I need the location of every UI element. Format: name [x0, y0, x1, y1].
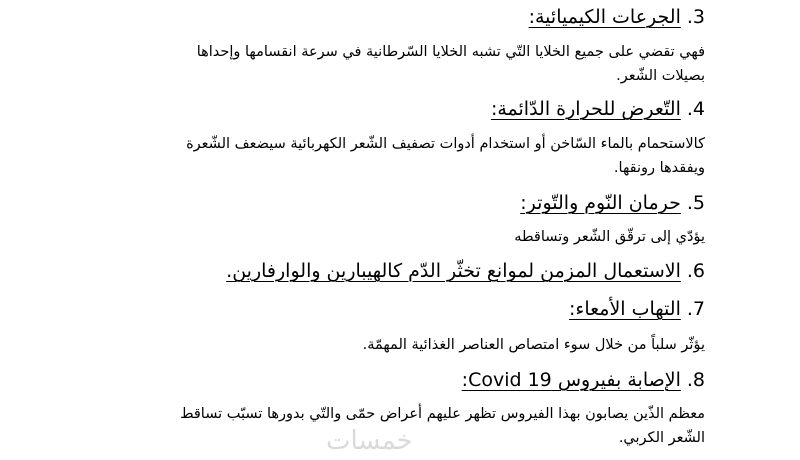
section-heading-6	[226, 258, 705, 284]
paragraph-line: يؤدّي إلى ترقّق الشّعر وتساقطه	[514, 229, 705, 245]
paragraph-line: ويفقدها رونقها.	[613, 160, 705, 176]
section-heading-4	[491, 96, 705, 122]
section-title: الجرعات الكيميائية:	[528, 6, 681, 28]
section-number: 3.	[686, 6, 705, 28]
section-title: حرمان النّوم والتّوتر:	[520, 192, 681, 214]
document-page	[95, 0, 705, 460]
section-title: الإصابة بفيروس Covid 19:	[461, 369, 681, 391]
paragraph-line: يؤثّر سلباً من خلال سوء امتصاص العناصر الغذائية المهمّة.	[362, 337, 705, 353]
section-number: 4.	[686, 98, 705, 120]
section-heading-3	[529, 4, 705, 30]
section-paragraph-4	[95, 132, 705, 180]
section-paragraph-3	[95, 40, 705, 88]
paragraph-line: معظم الذّين يصابون بهذا الفيروس تظهر عليهم أعراض حمّى والتّي بدورها تسبّب تساقط	[180, 406, 705, 422]
section-paragraph-7	[95, 333, 705, 357]
section-heading-5	[520, 190, 705, 216]
section-number: 8.	[686, 369, 705, 391]
section-title: التّعرض للحرارة الدّائمة:	[490, 98, 681, 120]
section-heading-8	[462, 367, 705, 393]
paragraph-line: فهي تقضي على جميع الخلايا التّي تشبه الخلايا السّرطانية في سرعة انقسامها وإحداها	[196, 44, 705, 60]
paragraph-line: الشّعر الكربي.	[618, 430, 705, 446]
section-title: الاستعمال المزمن لموانع تخثّر الدّم كالهيبارين والوارفارين.	[226, 260, 681, 282]
section-paragraph-5	[95, 225, 705, 249]
section-number: 5.	[686, 192, 705, 214]
section-number: 6.	[686, 260, 705, 282]
paragraph-line: بصيلات الشّعر.	[616, 68, 705, 84]
section-number: 7.	[686, 298, 705, 320]
section-heading-7	[569, 296, 705, 322]
watermark-logo: خمسات	[326, 426, 413, 456]
section-title: التهاب الأمعاء:	[569, 298, 681, 320]
paragraph-line: كالاستحمام بالماء السّاخن أو استخدام أدوات تصفيف الشّعر الكهربائية سيضعف الشّعرة	[186, 136, 705, 152]
